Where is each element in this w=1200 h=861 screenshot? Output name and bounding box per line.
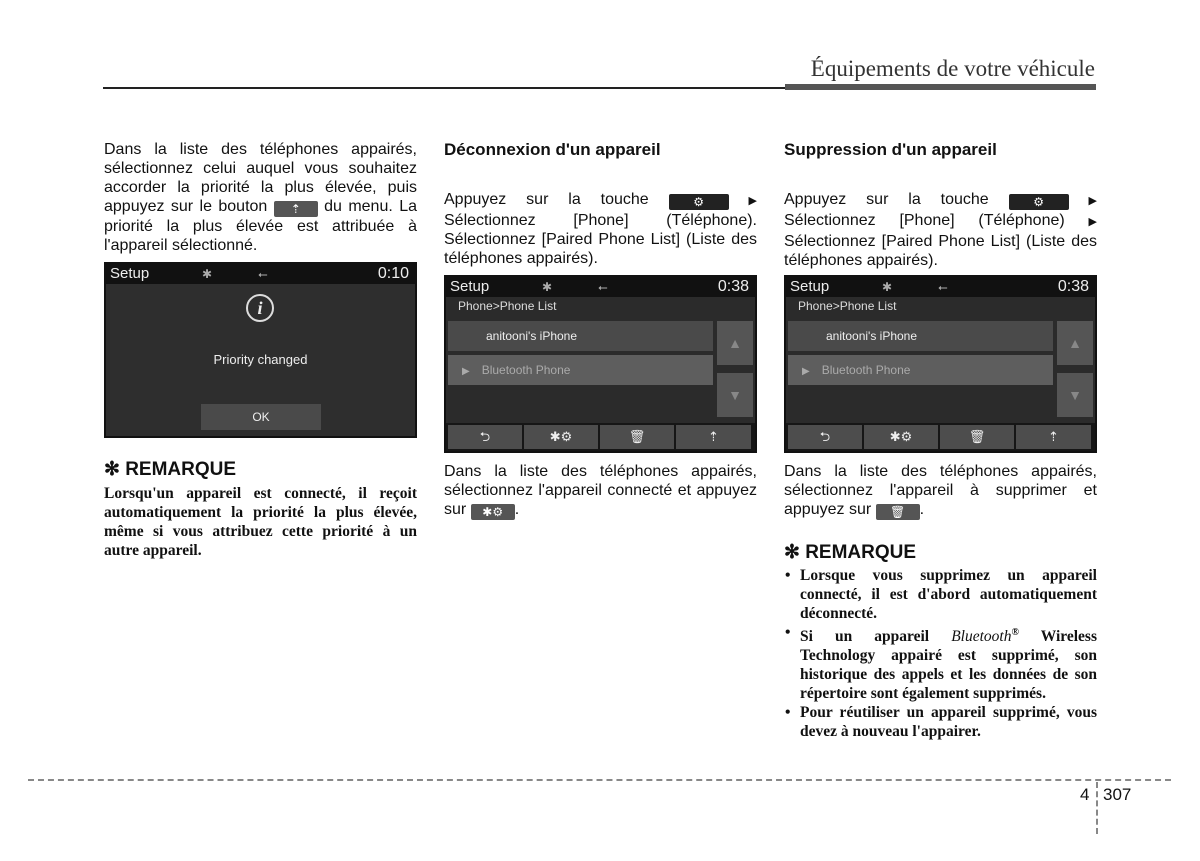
screen-message: Priority changed <box>213 352 308 367</box>
delete-button[interactable]: 🗑 <box>940 425 1014 449</box>
trash-icon: 🗑 <box>876 504 920 520</box>
screen-toolbar <box>786 423 1095 451</box>
setup-key-icon: ⚙ <box>669 194 729 210</box>
section-heading-disconnect: Déconnexion d'un appareil <box>444 140 661 159</box>
phone-list-screen-delete <box>784 275 1097 453</box>
phone-list-screen-disconnect <box>444 275 757 453</box>
screen-clock: 0:10 <box>377 265 409 282</box>
bluetooth-connect-icon: ✱⚙ <box>471 504 515 520</box>
header-rule-accent <box>785 84 1096 90</box>
scroll-down-button[interactable]: ▼ <box>717 373 753 417</box>
bluetooth-icon: ✱ <box>882 280 893 294</box>
info-icon: i <box>246 294 274 322</box>
col2-paragraph-a: Appuyez sur la touche ⚙ ▶ Sélectionnez [Phone] (Téléphone). Sélectionnez [Paired Phone List] (Liste des téléphones appairés). <box>444 191 757 267</box>
page-number: 307 <box>1103 785 1132 804</box>
list-item[interactable]: ▶ Bluetooth Phone <box>788 355 1053 385</box>
ok-button[interactable]: OK <box>201 404 321 430</box>
play-icon: ▶ <box>802 366 810 377</box>
list-item[interactable]: anitooni's iPhone <box>448 321 713 351</box>
screen-breadcrumb: Phone>Phone List <box>798 299 897 313</box>
footer-rule <box>28 779 1171 781</box>
screen-title: Setup <box>110 265 150 282</box>
back-button[interactable]: ⮌ <box>788 425 862 449</box>
screen-clock: 0:38 <box>717 278 749 295</box>
chapter-number: 4 <box>1080 785 1090 804</box>
footer-divider <box>1096 782 1098 834</box>
arrow-icon: ▶ <box>1088 216 1097 228</box>
remark-title: ✻ REMARQUE <box>784 542 917 563</box>
list-item[interactable]: ▶ Bluetooth Phone <box>448 355 713 385</box>
screen-status-bar <box>786 277 1095 297</box>
bluetooth-connect-button[interactable]: ✱⚙ <box>524 425 598 449</box>
arrow-icon: ▶ <box>1088 195 1097 207</box>
list-item: • Pour réutiliser un appareil supprimé, vous devez à nouveau l'appairer. <box>784 703 1097 741</box>
arrow-icon: ▶ <box>748 195 757 207</box>
priority-up-icon: ⇡ <box>274 201 318 217</box>
usb-icon: ⭠ <box>598 280 608 294</box>
remark-list <box>784 566 1097 741</box>
delete-button[interactable]: 🗑 <box>600 425 674 449</box>
scroll-up-button[interactable]: ▲ <box>1057 321 1093 365</box>
screen-title: Setup <box>450 278 490 295</box>
scroll-down-button[interactable]: ▼ <box>1057 373 1093 417</box>
back-button[interactable]: ⮌ <box>448 425 522 449</box>
priority-screen <box>104 262 417 438</box>
scroll-up-button[interactable]: ▲ <box>717 321 753 365</box>
col2-paragraph-b: Dans la liste des téléphones appairés, sélectionnez l'appareil connecté et appuyez sur ✱⚙ . <box>444 463 757 519</box>
col3-paragraph-b: Dans la liste des téléphones appairés, sélectionnez l'appareil à supprimer et appuyez sur 🗑 . <box>784 463 1097 519</box>
play-icon: ▶ <box>462 366 470 377</box>
bluetooth-connect-button[interactable]: ✱⚙ <box>864 425 938 449</box>
screen-clock: 0:38 <box>1057 278 1089 295</box>
priority-button[interactable]: ⇡ <box>676 425 751 449</box>
screen-title: Setup <box>790 278 830 295</box>
screen-toolbar <box>446 423 755 451</box>
list-item: • Lorsque vous supprimez un appareil connecté, il est d'abord automatiquement déconnecté. <box>784 566 1097 623</box>
list-item[interactable]: anitooni's iPhone <box>788 321 1053 351</box>
usb-icon: ⭠ <box>258 267 268 281</box>
col1-paragraph: Dans la liste des téléphones appairés, sélectionnez celui auquel vous souhaitez accorder la priorité la plus élevée, puis appuyez sur le bouton ⇡ du menu. La priorité la plus élevée est attribuée à l'appareil sélectionné. <box>104 141 417 254</box>
bluetooth-icon: ✱ <box>542 280 553 294</box>
col3-paragraph-a: Appuyez sur la touche ⚙ ▶ Sélectionnez [Phone] (Téléphone) ▶ Sélectionnez [Paired Phone List] (Liste des téléphones appairés). <box>784 191 1097 269</box>
screen-status-bar <box>446 277 755 297</box>
screen-status-bar <box>106 264 415 284</box>
screen-breadcrumb: Phone>Phone List <box>458 299 557 313</box>
usb-icon: ⭠ <box>938 280 948 294</box>
setup-key-icon: ⚙ <box>1009 194 1069 210</box>
bluetooth-icon: ✱ <box>202 267 213 281</box>
priority-button[interactable]: ⇡ <box>1016 425 1091 449</box>
remark-body: Lorsqu'un appareil est connecté, il reçoit automatiquement la priorité la plus élevée, même si vous attribuez cette priorité à un autre appareil. <box>104 485 417 559</box>
section-heading-delete: Suppression d'un appareil <box>784 140 997 159</box>
list-item: • Si un appareil Bluetooth® Wireless Technology appairé est supprimé, son historique des appels et les données de son répertoire sont également supprimés. <box>784 623 1097 703</box>
remark-title: ✻ REMARQUE <box>104 459 237 480</box>
page-header-title: Équipements de votre véhicule <box>810 56 1095 81</box>
